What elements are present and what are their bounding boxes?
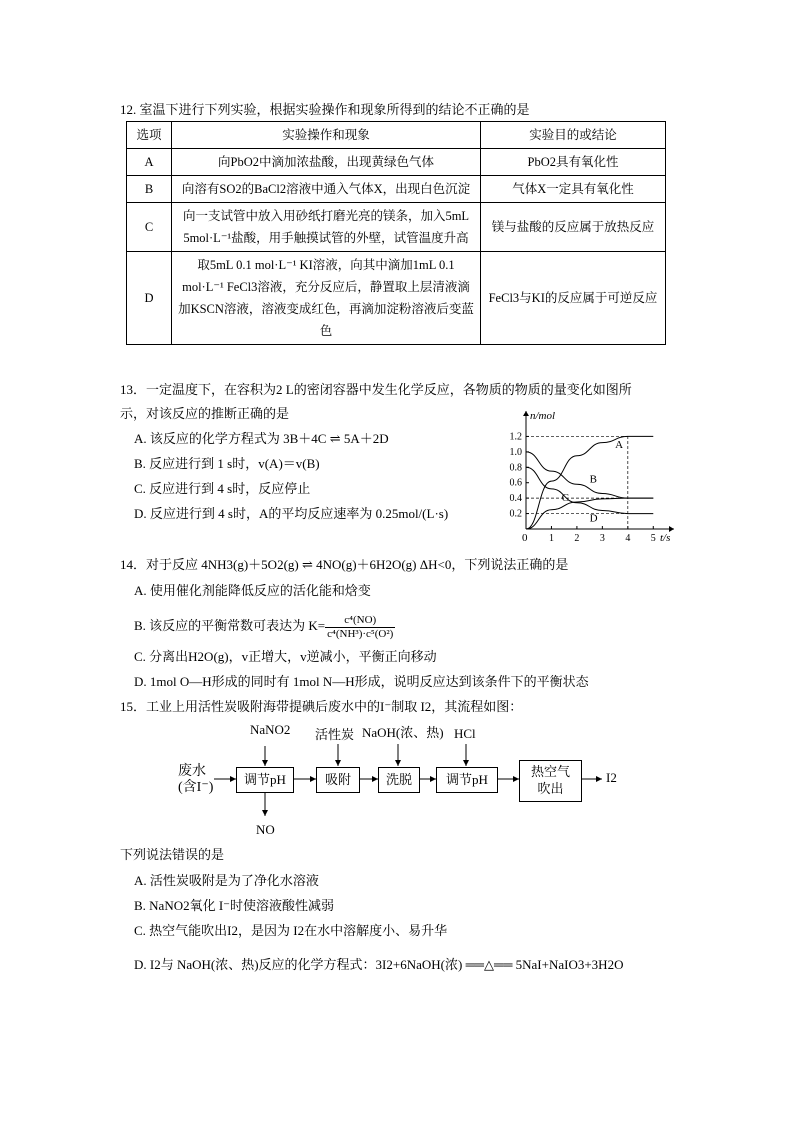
series-label-A: A — [615, 439, 624, 451]
row-conclusion: PbO2具有氧化性 — [481, 149, 666, 176]
row-option: B — [127, 176, 172, 203]
q13-stem-line1: 13．一定温度下，在容积为2 L的密闭容器中发生化学反应，各物质的物质的量变化如图所 — [120, 382, 632, 397]
x-axis-label: t/s — [660, 532, 671, 544]
y-tick-label: 1.0 — [509, 446, 522, 458]
y-tick-label: 0.8 — [509, 462, 522, 474]
table-row — [127, 176, 666, 203]
header-option: 选项 — [127, 122, 172, 149]
q15-option-b: B. NaNO2氧化 I⁻时使溶液酸性减弱 — [134, 898, 335, 913]
row-operation: 向PbO2中滴加浓盐酸，出现黄绿色气体 — [172, 149, 481, 176]
y-axis-label: n/mol — [530, 410, 556, 422]
row-operation: 取5mL 0.1 mol·L⁻¹ KI溶液，向其中滴加1mL 0.1 mol·L⁻¹ FeCl3溶液，充分反应后，静置取上层清液滴加KSCN溶液，溶液变成红色，再滴加淀粉溶液后变蓝色 — [172, 252, 481, 345]
x-tick-label: 4 — [625, 533, 631, 544]
flow-reagent-naoh: NaOH(浓、热) — [362, 725, 444, 740]
q14-option-a: A. 使用催化剂能降低反应的活化能和焓变 — [134, 583, 371, 598]
q13-stem-line2: 示，对该反应的推断正确的是 — [120, 406, 290, 421]
q15-question: 下列说法错误的是 — [120, 847, 225, 862]
q15-option-c: C. 热空气能吹出I2，是因为 I2在水中溶解度小、易升华 — [134, 923, 448, 938]
table-header-row — [127, 122, 666, 149]
q15-stem: 15．工业上用活性炭吸附海带提碘后废水中的I⁻制取 I2，其流程如图： — [120, 699, 523, 714]
x-tick-label: 2 — [574, 533, 580, 544]
q15-option-a: A. 活性炭吸附是为了净化水溶液 — [134, 873, 319, 888]
y-tick-label: 1.2 — [509, 431, 522, 443]
q14-option-b-prefix: B. 该反应的平衡常数可表达为 K= — [134, 618, 326, 633]
table-row — [127, 149, 666, 176]
flow-box-hot-air-line2: 吹出 — [537, 781, 564, 796]
flow-input-label — [178, 764, 213, 796]
flow-reagent-hcl: HCl — [454, 726, 476, 741]
flow-reagent-activated-carbon: 活性炭 — [315, 727, 355, 742]
y-axis-arrow — [523, 411, 529, 416]
table-row — [127, 203, 666, 252]
row-option: C — [127, 203, 172, 252]
equilibrium-fraction — [325, 614, 395, 641]
x-axis-arrow — [669, 526, 674, 532]
x-tick-label: 5 — [650, 533, 656, 544]
flow-input-contains: (含I⁻) — [178, 780, 214, 795]
header-operation: 实验操作和现象 — [172, 122, 481, 149]
q15-flowchart — [170, 720, 670, 845]
flow-box-adjust-ph-1: 调节pH — [236, 767, 294, 793]
row-option: A — [127, 149, 172, 176]
y-tick-label: 0.2 — [509, 508, 522, 520]
q13-option-b: B. 反应进行到 1 s时，v(A)＝v(B) — [134, 456, 320, 471]
q13-chart — [500, 405, 680, 545]
flow-box-hot-air-line1: 热空气 — [530, 764, 570, 779]
series-label-B: B — [589, 473, 597, 486]
flow-box-adsorb: 吸附 — [316, 767, 360, 793]
q12-table — [126, 121, 666, 345]
q13-option-c: C. 反应进行到 4 s时，反应停止 — [134, 481, 311, 496]
x-tick-label: 3 — [599, 533, 605, 544]
q12-stem: 12. 室温下进行下列实验，根据实验操作和现象所得到的结论不正确的是 — [120, 102, 530, 117]
row-conclusion: 气体X一定具有氧化性 — [481, 176, 666, 203]
flow-byproduct-no: NO — [256, 822, 275, 837]
flow-input-wastewater: 废水 — [178, 764, 206, 779]
series-label-D: D — [589, 512, 598, 525]
q14-option-b — [134, 608, 395, 644]
row-conclusion: 镁与盐酸的反应属于放热反应 — [481, 203, 666, 252]
q15-option-d: D. I2与 NaOH(浓、热)反应的化学方程式：3I2+6NaOH(浓) ══△══ 5NaI+NaIO3+3H2O — [134, 957, 624, 972]
x-tick-label: 1 — [548, 533, 554, 544]
y-tick-label: 0.6 — [509, 477, 522, 489]
fraction-numerator: c⁴(NO) — [325, 614, 395, 628]
row-operation: 向一支试管中放入用砂纸打磨光亮的镁条，加入5mL 5mol·L⁻¹盐酸，用手触摸试管的外壁，试管温度升高 — [172, 203, 481, 252]
origin-label: 0 — [522, 532, 528, 544]
flow-box-adjust-ph-2: 调节pH — [436, 767, 498, 793]
flow-box-hot-air — [519, 760, 582, 802]
q13-option-d: D. 反应进行到 4 s时，A的平均反应速率为 0.25mol/(L·s) — [134, 506, 449, 521]
flow-output: I2 — [606, 770, 617, 785]
table-row — [127, 252, 666, 345]
q13-option-a: A. 该反应的化学方程式为 3B＋4C ⇌ 5A＋2D — [134, 431, 389, 446]
row-operation: 向溶有SO2的BaCl2溶液中通入气体X，出现白色沉淀 — [172, 176, 481, 203]
row-option: D — [127, 252, 172, 345]
y-tick-label: 0.4 — [509, 493, 522, 505]
q14-option-d: D. 1mol O—H形成的同时有 1mol N—H形成，说明反应达到该条件下的平衡状态 — [134, 674, 589, 689]
series-label-C: C — [561, 492, 569, 505]
row-conclusion: FeCl3与KI的反应属于可逆反应 — [481, 252, 666, 345]
header-conclusion: 实验目的或结论 — [481, 122, 666, 149]
flow-box-elute: 洗脱 — [378, 767, 420, 793]
fraction-denominator: c⁴(NH³)·c⁵(O²) — [327, 627, 394, 640]
q14-option-c: C. 分离出H2O(g)，v正增大，v逆减小，平衡正向移动 — [134, 649, 437, 664]
flow-reagent-nano2: NaNO2 — [250, 722, 291, 737]
q14-stem: 14．对于反应 4NH3(g)＋5O2(g) ⇌ 4NO(g)＋6H2O(g) ΔH<0，下列说法正确的是 — [120, 557, 569, 572]
